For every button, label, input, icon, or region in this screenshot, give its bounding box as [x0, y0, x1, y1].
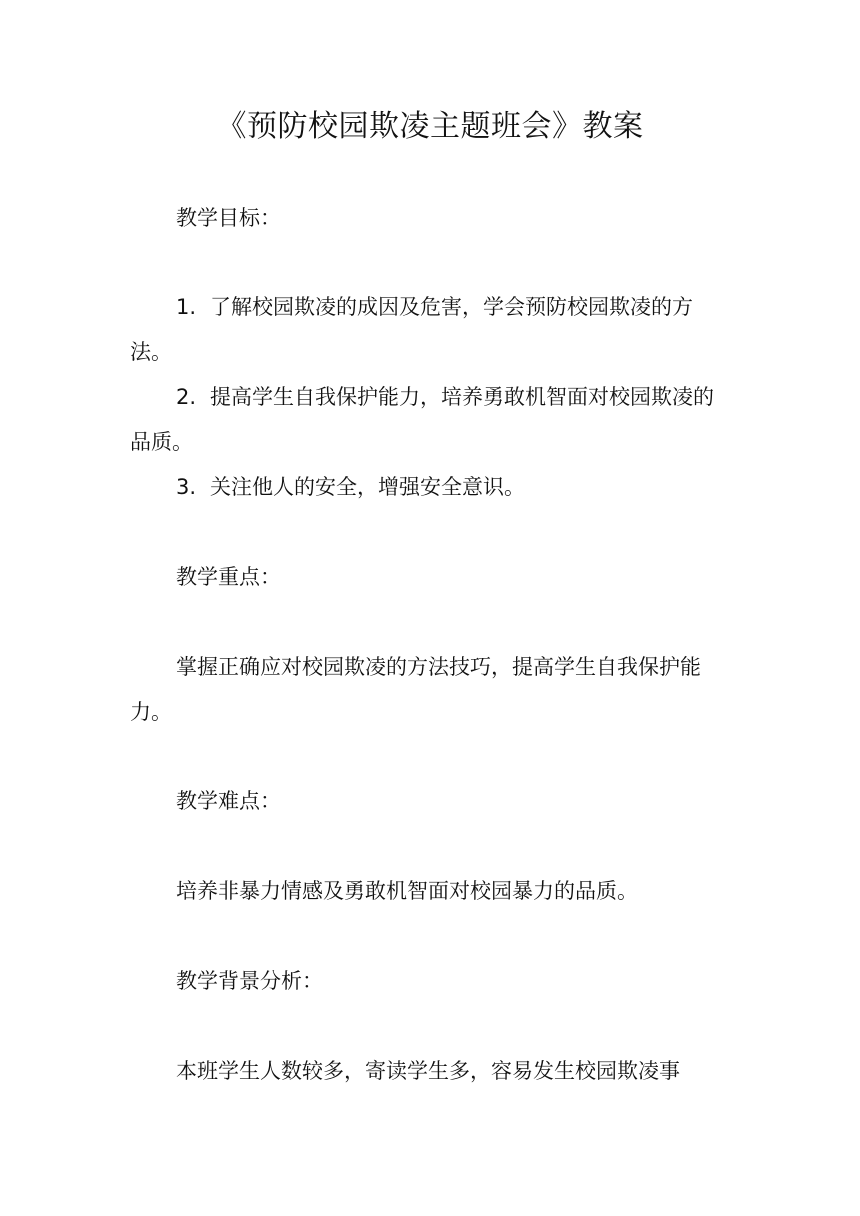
- document-title: 《预防校园欺凌主题班会》教案: [216, 109, 644, 144]
- background-heading: 教学背景分析：: [176, 969, 323, 993]
- difficulties-text: 培养非暴力情感及勇敢机智面对校园暴力的品质。: [176, 879, 638, 903]
- objective-text: 关注他人的安全，增强安全意识。: [210, 475, 525, 499]
- objective-item-1: [130, 285, 732, 375]
- objective-number: 1.: [176, 295, 197, 319]
- objective-text: 了解校园欺凌的成因及危害，学会预防校园欺凌的方法。: [130, 295, 693, 364]
- objective-item-3: [130, 465, 732, 510]
- objective-item-2: [130, 375, 732, 465]
- objectives-heading: 教学目标：: [176, 206, 281, 230]
- background-text: 本班学生人数较多，寄读学生多，容易发生校园欺凌事: [176, 1059, 680, 1083]
- difficulties-heading: 教学难点：: [176, 789, 281, 813]
- key-points-heading: 教学重点：: [176, 565, 281, 589]
- objective-number: 3.: [176, 475, 197, 499]
- objective-number: 2.: [176, 385, 197, 409]
- objective-text: 提高学生自我保护能力，培养勇敢机智面对校园欺凌的品质。: [130, 385, 714, 454]
- key-points-text: 掌握正确应对校园欺凌的方法技巧，提高学生自我保护能力。: [130, 655, 701, 724]
